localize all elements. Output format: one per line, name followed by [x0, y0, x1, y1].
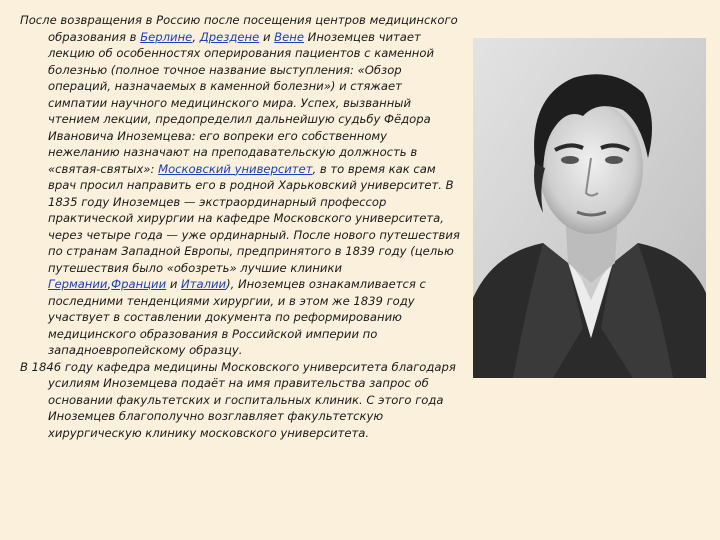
paragraph-2: В 1846 году кафедра медицины Московского университета благодаря усилиям Иноземцева подаёт на имя правительства запрос об основании факультетских и госпитальных клиник. С этого года Иноземцев благополучно возглавляет факультетскую хирургическую клинику московского университета.: [20, 359, 456, 440]
text-run: и: [166, 277, 182, 291]
link-moscow-university[interactable]: Московский университет: [158, 161, 313, 176]
link-germany[interactable]: Германии: [48, 277, 108, 291]
text-run: , в то время как сам врач просил направить его в родной Харьковский университет. В 1835 году Иноземцев — экстраординарный профессор практической хирургии на кафедре Московского университета, через четыре года — уже ординарный. После нового путешествия по странам Западной Европы, предпринятого в 1839 году (целью путешествия было «обозреть» лучшие клиники: [48, 161, 460, 275]
link-france[interactable]: Франции: [111, 277, 167, 291]
text-run: ,: [192, 29, 200, 44]
link-italy[interactable]: Италии: [181, 277, 227, 291]
text-run: ), Иноземцев ознакамливается с последними тенденциями хирургии, и в этом же 1839 году участвует в составлении документа по реформированию медицинского образования в Российской империи по западноевропейскому образцу.: [48, 277, 426, 357]
link-vienna[interactable]: Вене: [274, 29, 304, 44]
paragraph-1: [20, 12, 460, 359]
body-text: [20, 12, 460, 441]
portrait-image: [473, 38, 706, 378]
text-run: и: [259, 29, 275, 44]
text-run: Иноземцев читает лекцию об особенностях оперирования пациентов с каменной болезнью (полное точное название выступления: «Обзор операций, назначаемых в каменной болезни») и стяжает симпатии научного медицинского мира. Успех, вызванный чтением лекции, предопределил дальнейшую судьбу Фёдора Ивановича Иноземцева: его вопреки его собственному нежеланию назначают на преподавательскую должность в «святая-святых»:: [48, 29, 434, 176]
text-run: ,: [107, 277, 112, 291]
text-run: После возвращения в Россию после посещения центров медицинского образования в: [20, 13, 458, 44]
link-dresden[interactable]: Дрездене: [199, 29, 260, 44]
link-berlin[interactable]: Берлине: [140, 29, 193, 44]
